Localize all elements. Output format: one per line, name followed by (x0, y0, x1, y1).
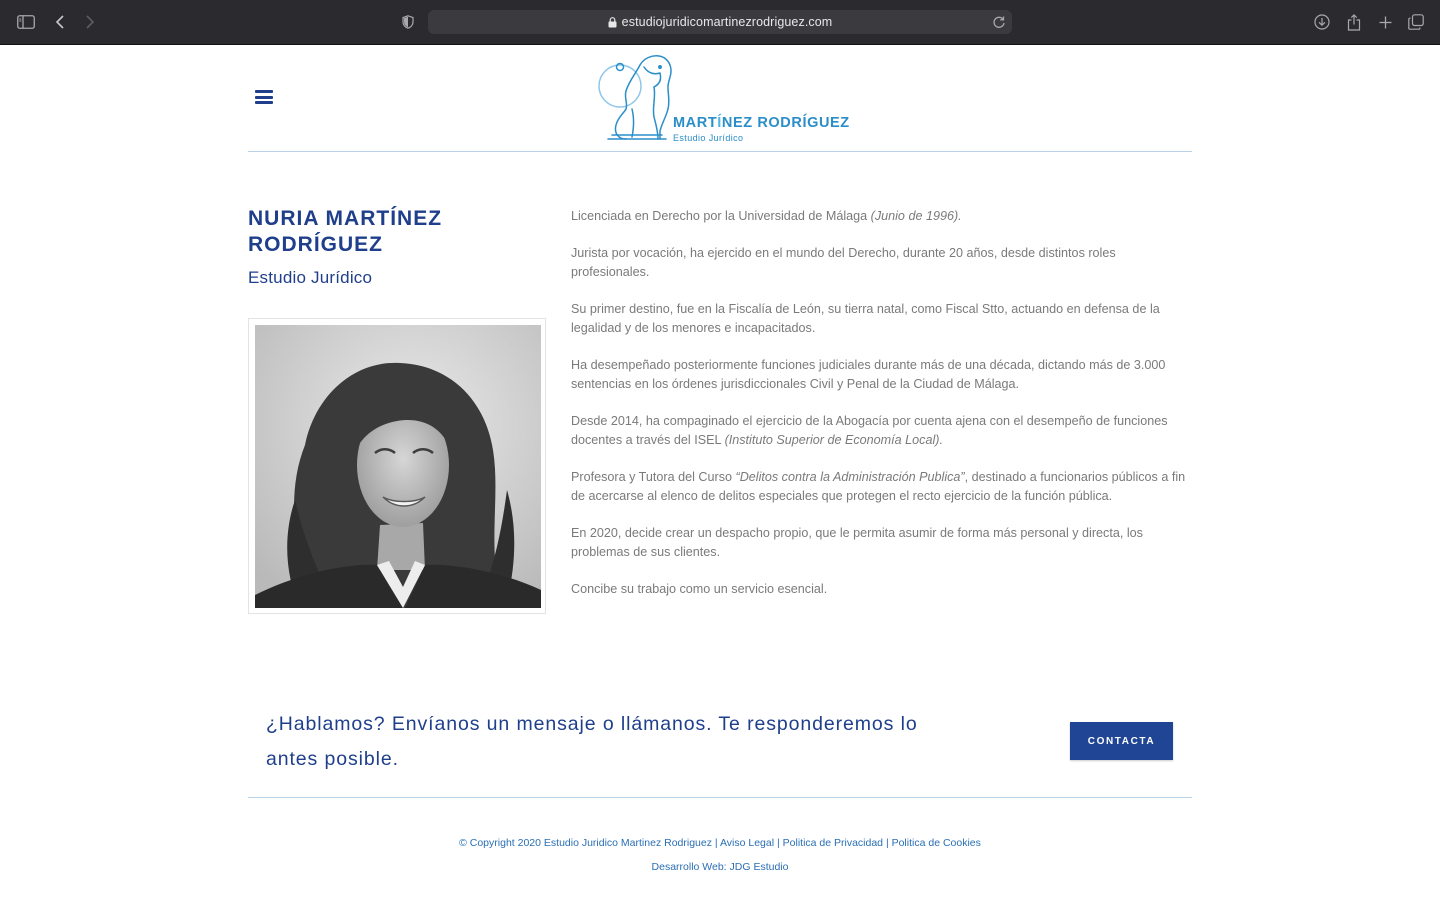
reload-icon[interactable] (992, 15, 1006, 29)
bio-paragraph: Su primer destino, fue en la Fiscalía de León, su tierra natal, como Fiscal Stto, actuando en defensa de la legalidad y de los menores e incapacitados. (571, 302, 1160, 335)
bio-paragraph: Desde 2014, ha compaginado el ejercicio de la Abogacía por cuenta ajena con el desempeño de funciones docentes a través del ISEL (Instituto Superior de Economía Local). (571, 414, 1168, 447)
cookies-policy-link[interactable]: Politica de Cookies (891, 837, 981, 849)
menu-hamburger-icon[interactable] (255, 89, 273, 105)
profile-photo (255, 325, 541, 608)
back-icon[interactable] (48, 10, 72, 34)
new-tab-icon[interactable] (1373, 10, 1397, 34)
browser-toolbar (0, 0, 1440, 45)
logo-subtitle: Estudio Jurídico (673, 133, 744, 143)
jdg-estudio-link[interactable]: JDG Estudio (729, 861, 789, 873)
biography (571, 207, 1187, 617)
bio-paragraph: Profesora y Tutora del Curso “Delitos contra la Administración Publica”, destinado a funcionarios públicos a fin de acercarse al elenco de delitos especiales que protegen el recto ejercicio de la función pública. (571, 470, 1186, 503)
tab-overview-icon[interactable] (1404, 10, 1428, 34)
aviso-legal-link[interactable]: Aviso Legal (719, 837, 775, 849)
address-url: estudiojuridicomartinezrodriguez.com (621, 15, 833, 29)
footer-credits (0, 861, 1440, 873)
profile-firm: Estudio Jurídico (248, 268, 373, 287)
profile-name: NURIA MARTÍNEZ RODRÍGUEZ (248, 207, 443, 256)
separator: | (711, 837, 720, 849)
downloads-icon[interactable] (1310, 10, 1334, 34)
footer-legal-line (0, 837, 1440, 849)
privacy-shield-icon[interactable] (396, 10, 420, 34)
bio-paragraph: En 2020, decide crear un despacho propio, que le permita asumir de forma más personal y directa, los problemas de sus clientes. (571, 526, 1143, 559)
address-bar[interactable] (428, 10, 1012, 34)
cta-message: ¿Hablamos? Envíanos un mensaje o llámanos. Te responderemos lo antes posible. (266, 713, 918, 770)
contact-button[interactable]: CONTACTA (1070, 722, 1173, 760)
forward-icon[interactable] (78, 10, 102, 34)
logo-brand-name: MARTÍNEZ RODRÍGUEZ (673, 115, 850, 131)
site-logo[interactable] (596, 53, 850, 145)
lock-icon (608, 17, 617, 28)
lion-logo-icon (596, 53, 676, 143)
profile-photo-frame (248, 318, 546, 614)
bio-paragraph: Ha desempeñado posteriormente funciones judiciales durante más de una década, dictando más de 3.000 sentencias en los órdenes jurisdiccionales Civil y Penal de la Ciudad de Málaga. (571, 358, 1166, 391)
sidebar-toggle-icon[interactable] (14, 10, 38, 34)
privacy-policy-link[interactable]: Politica de Privacidad (782, 837, 884, 849)
separator: | (774, 837, 783, 849)
separator: | (883, 837, 892, 849)
bio-paragraph: Jurista por vocación, ha ejercido en el mundo del Derecho, durante 20 años, desde distintos roles profesionales. (571, 246, 1116, 279)
copyright-link[interactable]: © Copyright 2020 Estudio Juridico Martinez Rodriguez (459, 837, 712, 849)
bio-paragraph: Concibe su trabajo como un servicio esencial. (571, 582, 828, 596)
dev-label: Desarrollo Web: (651, 861, 730, 873)
bio-paragraph: Licenciada en Derecho por la Universidad de Málaga (Junio de 1996). (571, 209, 962, 223)
footer-divider (248, 797, 1192, 798)
header-divider (248, 151, 1192, 152)
share-icon[interactable] (1342, 10, 1366, 34)
